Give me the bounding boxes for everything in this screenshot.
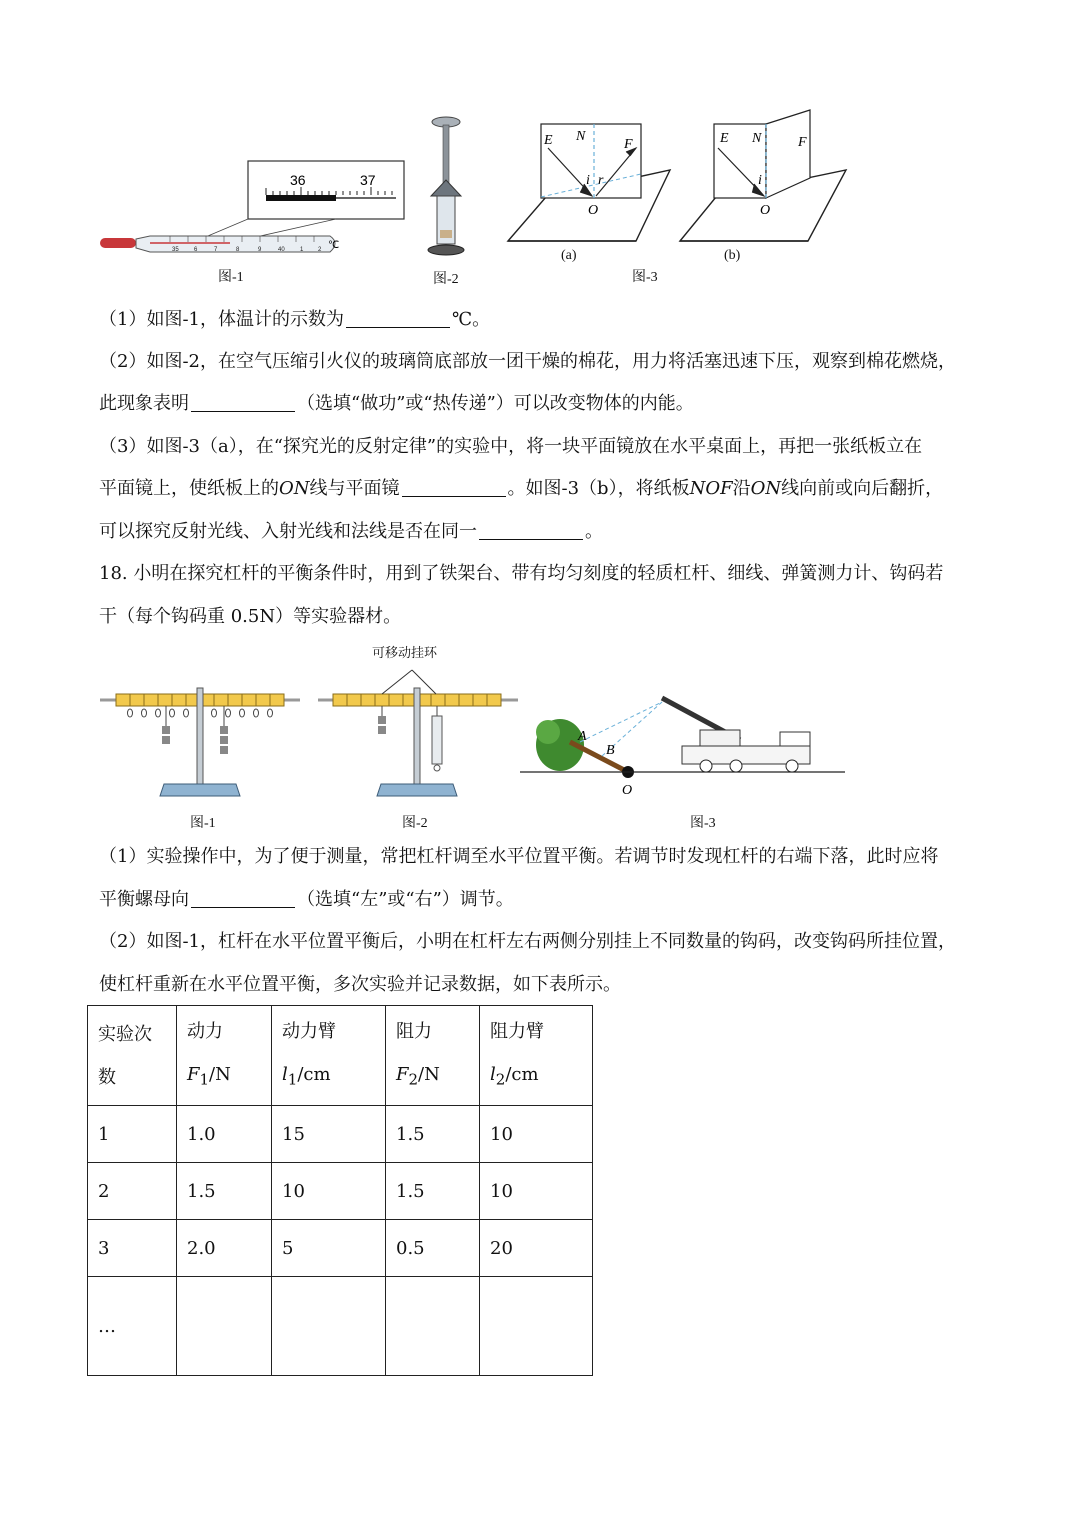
answer-blank-3[interactable]	[402, 478, 506, 497]
crane-tree-figure	[520, 698, 845, 778]
q17-part3-line2: 平面镜上，使纸板上的ON线与平面镜 。如图-3（b），将纸板NOF沿ON线向前或向后翻折，	[99, 478, 944, 499]
fig1-caption: 图-1	[218, 270, 244, 285]
q18-part2-line1: （2）如图-1，杠杆在水平位置平衡后，小明在杠杆左右两侧分别挂上不同数量的钩码，改变钩码所挂位置，	[99, 931, 956, 952]
mirror-b-F: F	[798, 135, 807, 150]
table-row: 3 2.0 5 0.5 20	[88, 1220, 593, 1277]
table-row: …	[88, 1277, 593, 1376]
q18-part2-line2: 使杠杆重新在水平位置平衡，多次实验并记录数据，如下表所示。	[99, 974, 621, 995]
mirror-a-E: E	[544, 133, 553, 148]
q17-part3-line3: 可以探究反射光线、入射光线和法线是否在同一 。	[99, 521, 603, 542]
header-load: 阻力 $F_2/N$	[386, 1006, 480, 1106]
table-row: 1 1.0 15 1.5 10	[88, 1106, 593, 1163]
crane-label-B: B	[606, 743, 615, 758]
q18-fig2-caption: 图-2	[402, 816, 428, 831]
table-row: 2 1.5 10 1.5 10	[88, 1163, 593, 1220]
header-trial: 实验次 数	[88, 1006, 177, 1106]
answer-blank-1[interactable]	[346, 309, 450, 328]
crane-label-O: O	[622, 783, 633, 798]
answer-blank-4[interactable]	[479, 521, 583, 540]
answer-blank-2[interactable]	[191, 393, 295, 412]
lever-figure-2	[318, 670, 518, 796]
thermo-scale-7: 2	[318, 247, 322, 253]
fig2-caption: 图-2	[433, 272, 459, 287]
thermo-scale-5: 40	[278, 247, 285, 253]
header-effort-arm: 动力臂 $l_1/cm$	[272, 1006, 386, 1106]
thermo-scale-6: 1	[300, 247, 304, 253]
lever-figures	[0, 660, 1080, 810]
table-header-row	[88, 1006, 593, 1106]
top-figures	[0, 100, 1080, 295]
q17-part1: （1）如图-1，体温计的示数为 ℃。	[99, 309, 491, 330]
mirror-a-N: N	[576, 129, 586, 144]
lever-figure-1	[100, 688, 300, 796]
q18-intro-line1: 18. 小明在探究杠杆的平衡条件时，用到了铁架台、带有均匀刻度的轻质杠杆、细线、弹簧测力计、钩码若	[99, 563, 944, 584]
thermo-scale-1: 6	[194, 247, 198, 253]
mirror-b-E: E	[720, 131, 729, 146]
header-load-arm: 阻力臂 $l_2/cm$	[480, 1006, 593, 1106]
lever-data-table	[87, 1005, 593, 1376]
q18-part1-line1: （1）实验操作中，为了便于测量，常把杠杆调至水平位置平衡。若调节时发现杠杆的右端下落，此时应将	[99, 846, 939, 867]
thermo-scale-4: 9	[258, 247, 262, 253]
mirror-a-r: r	[598, 173, 604, 188]
thermo-unit: ℃	[328, 240, 340, 251]
movable-ring-label: 可移动挂环	[372, 646, 438, 661]
q17-part2-line1: （2）如图-2，在空气压缩引火仪的玻璃筒底部放一团干燥的棉花，用力将活塞迅速下压，观察到棉花燃烧，	[99, 351, 956, 372]
header-effort: 动力 $F_1/N$	[177, 1006, 272, 1106]
reflection-figure-b	[680, 110, 846, 241]
thermo-scale-0: 35	[172, 247, 179, 253]
thermo-scale-2: 7	[214, 247, 218, 253]
mirror-a-F: F	[624, 137, 633, 152]
fig3b-label: (b)	[724, 248, 741, 263]
mirror-b-N: N	[752, 131, 762, 146]
thermo-zoom-36: 36	[290, 172, 306, 188]
fig3a-label: (a)	[561, 248, 577, 263]
answer-blank-5[interactable]	[191, 889, 295, 908]
q18-fig3-caption: 图-3	[690, 816, 716, 831]
mirror-a-i: i	[586, 173, 590, 188]
q17-part3-line1: （3）如图-3（a），在“探究光的反射定律”的实验中，将一块平面镜放在水平桌面上，再把一张纸板立在	[99, 436, 923, 457]
mirror-b-i: i	[758, 173, 762, 188]
q18-part1-line2: 平衡螺母向 （选填“左”或“右”）调节。	[99, 889, 514, 910]
q17-part2-line2: 此现象表明 （选填“做功”或“热传递”）可以改变物体的内能。	[99, 393, 694, 414]
q18-fig1-caption: 图-1	[190, 816, 216, 831]
thermo-zoom-37: 37	[360, 172, 376, 188]
mirror-b-O: O	[760, 203, 771, 218]
thermo-scale-3: 8	[236, 247, 240, 253]
crane-label-A: A	[578, 729, 587, 744]
q18-intro-line2: 干（每个钩码重 0.5N）等实验器材。	[99, 606, 402, 627]
fire-syringe-figure	[428, 117, 464, 255]
fig3-caption: 图-3	[632, 270, 658, 285]
thermometer-figure	[100, 161, 404, 253]
mirror-a-O: O	[588, 203, 599, 218]
